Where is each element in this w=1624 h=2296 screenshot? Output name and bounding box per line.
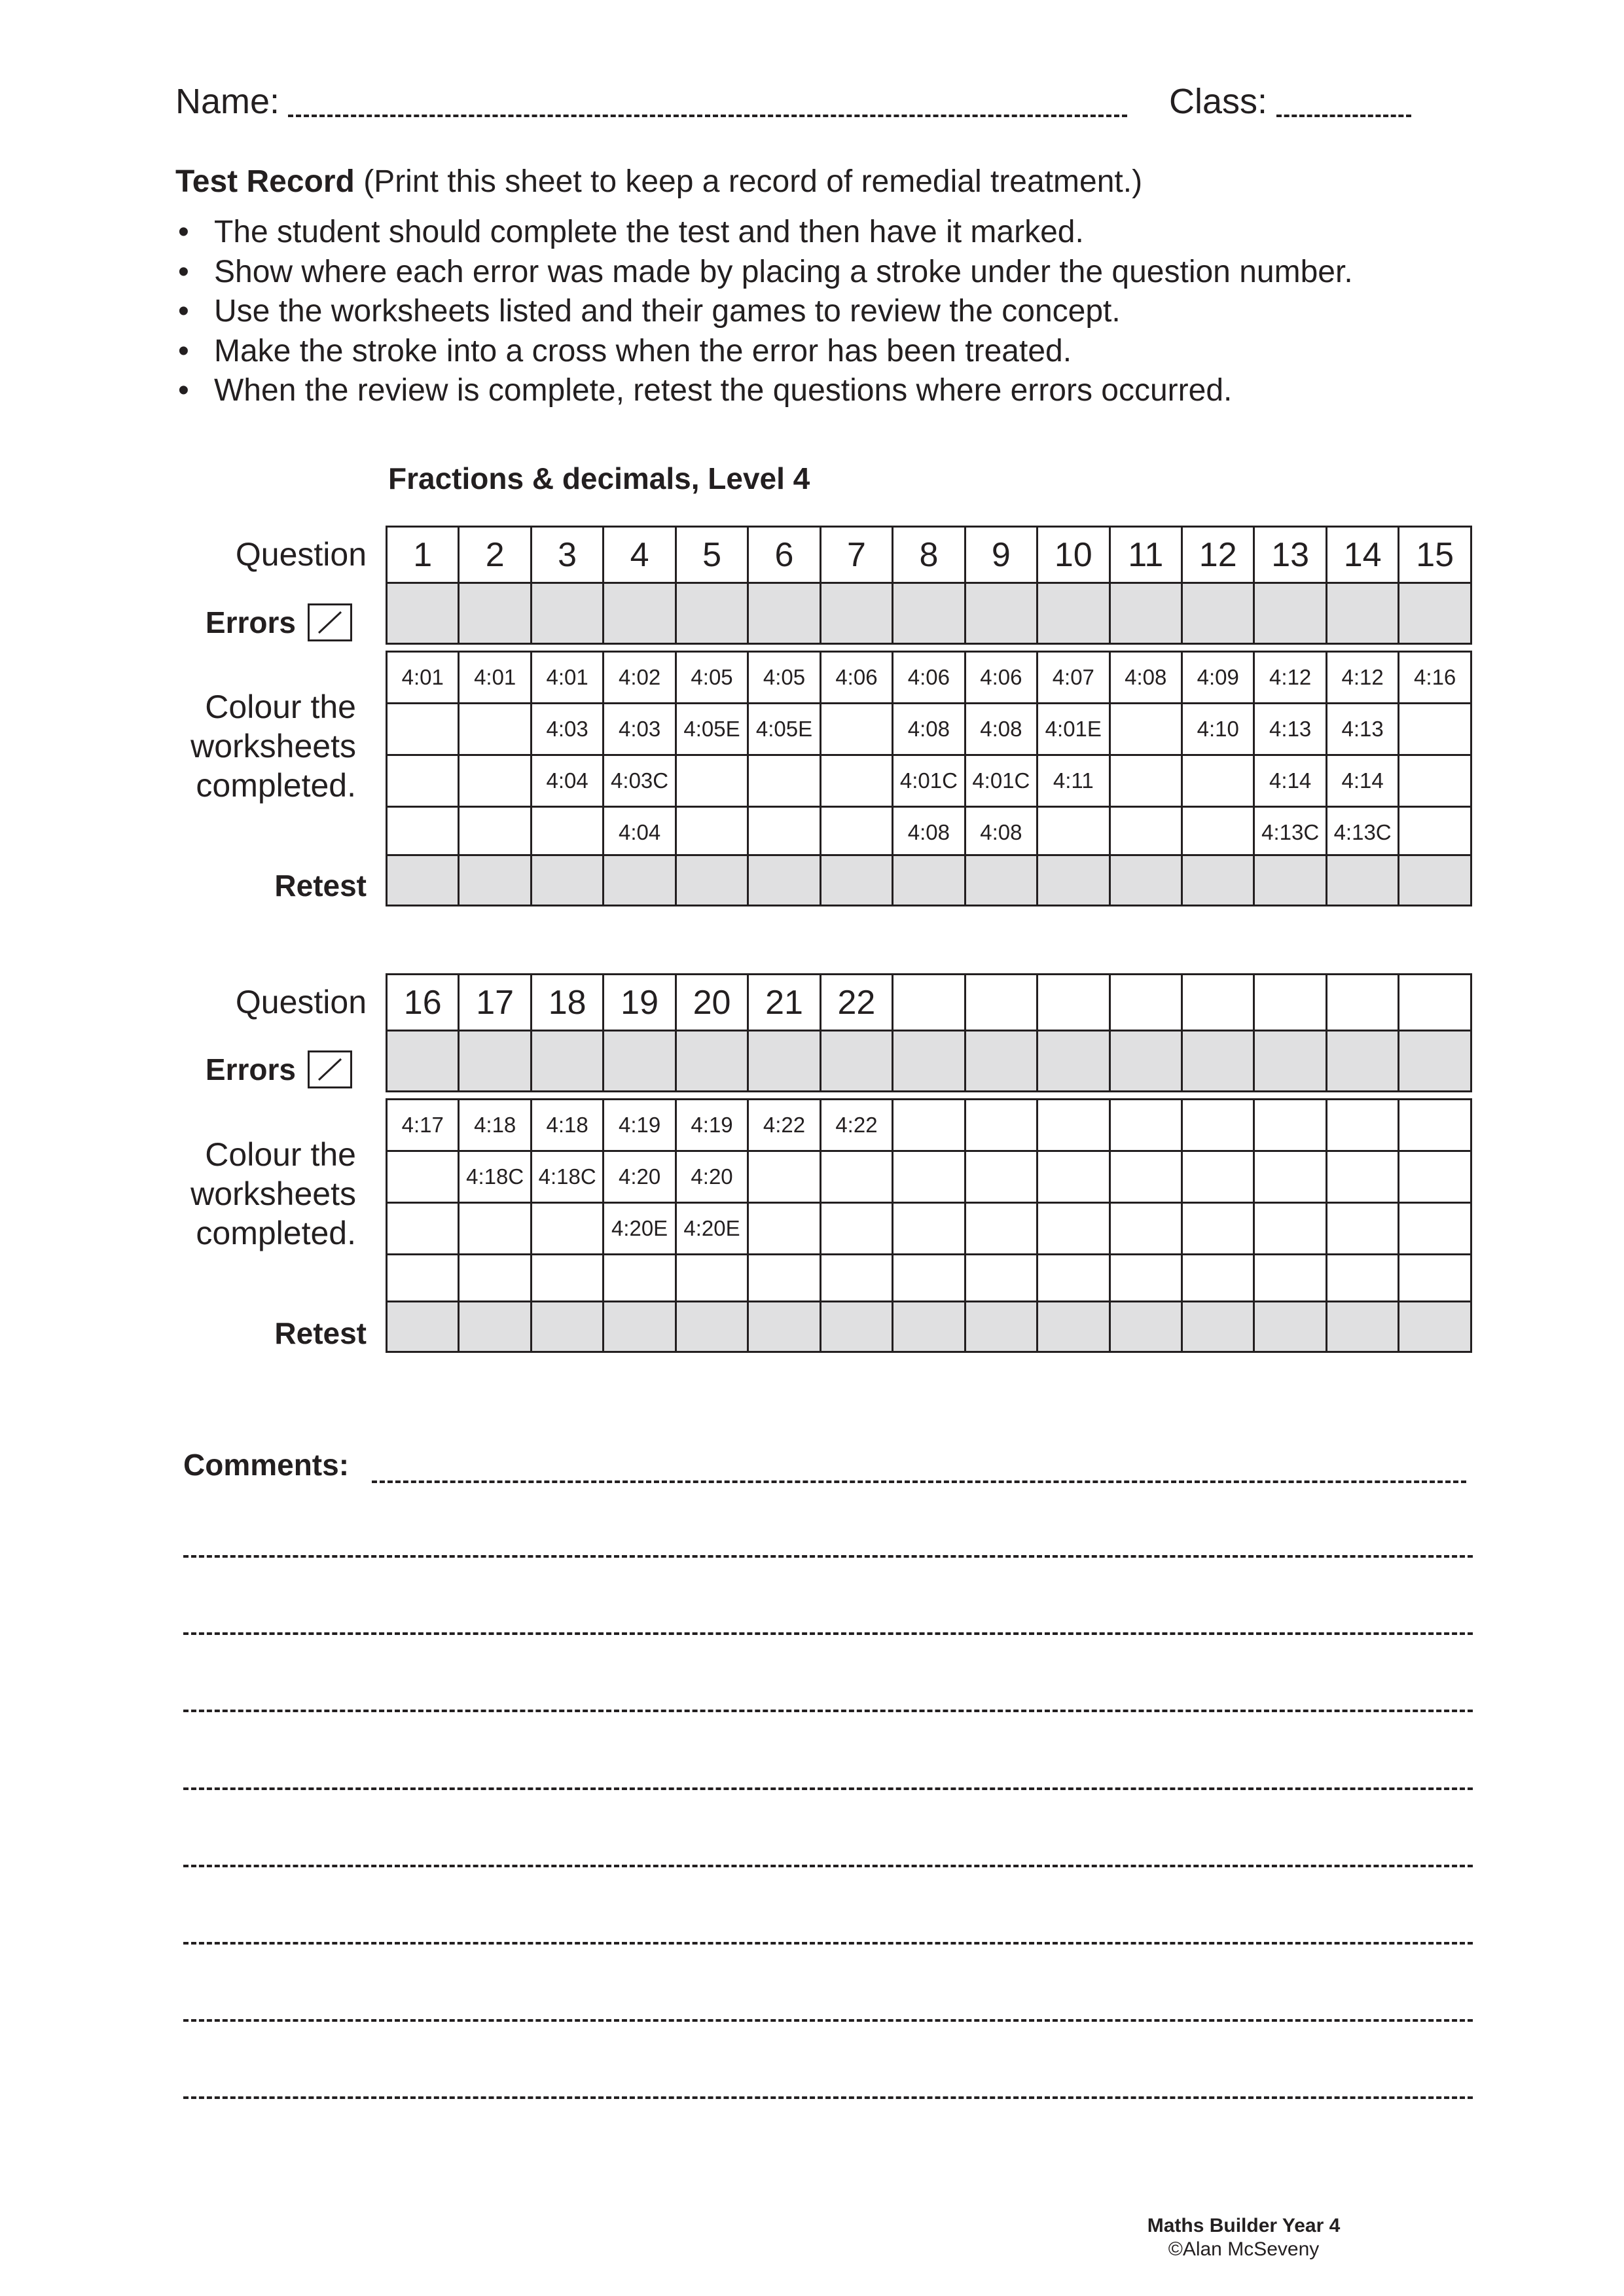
errors-cell[interactable] (893, 1031, 965, 1092)
errors-cell[interactable] (676, 583, 748, 644)
errors-cell[interactable] (965, 1031, 1037, 1092)
worksheet-cell[interactable] (1182, 1255, 1254, 1306)
question-number-cell: 17 (459, 975, 531, 1031)
worksheet-cell[interactable] (820, 1151, 892, 1203)
question-number-cell (1038, 975, 1110, 1031)
errors-cell[interactable] (1110, 1031, 1182, 1092)
retest-row (386, 1300, 1472, 1353)
question-number-cell: 7 (820, 527, 892, 584)
name-field-line[interactable] (288, 115, 1127, 117)
errors-cell[interactable] (676, 1031, 748, 1092)
errors-cell[interactable] (387, 583, 459, 644)
worksheet-cell[interactable] (1110, 704, 1182, 755)
worksheet-cell[interactable] (459, 755, 531, 807)
worksheet-cell[interactable]: 4:17 (387, 1100, 459, 1151)
worksheet-cell[interactable] (1399, 704, 1471, 755)
worksheet-cell[interactable] (820, 1255, 892, 1306)
worksheet-cell[interactable]: 4:06 (965, 652, 1037, 704)
worksheet-cell[interactable]: 4:16 (1399, 652, 1471, 704)
worksheet-cell[interactable]: 4:04 (531, 755, 603, 807)
retest-cell[interactable] (1038, 1302, 1110, 1352)
worksheet-cell[interactable]: 4:01 (387, 652, 459, 704)
worksheet-cell[interactable]: 4:20E (676, 1203, 748, 1255)
retest-cell[interactable] (531, 1302, 603, 1352)
errors-cell[interactable] (1326, 1031, 1398, 1092)
worksheet-cell[interactable] (1326, 1100, 1398, 1151)
worksheet-cell[interactable] (748, 1203, 820, 1255)
instruction-item: • Use the worksheets listed and their games to review the concept. (175, 292, 1589, 332)
worksheet-cell[interactable] (748, 807, 820, 859)
retest-cell[interactable] (459, 855, 531, 906)
comments-line[interactable] (372, 1480, 1466, 1483)
errors-label: Errors (205, 1052, 296, 1086)
worksheet-cell[interactable]: 4:10 (1182, 704, 1254, 755)
worksheet-cell[interactable] (1110, 1151, 1182, 1203)
worksheet-cell[interactable] (748, 755, 820, 807)
comments-line[interactable] (183, 1555, 1473, 1558)
colour-instruction (0, 687, 356, 812)
comments-line[interactable] (183, 1787, 1473, 1790)
instruction-item: • When the review is complete, retest the questions where errors occurred. (175, 371, 1589, 411)
worksheet-cell[interactable] (1399, 1151, 1471, 1203)
worksheet-cell[interactable]: 4:02 (604, 652, 676, 704)
question-number-cell: 18 (531, 975, 603, 1031)
worksheet-cell[interactable]: 4:03C (604, 755, 676, 807)
worksheet-cell[interactable]: 4:18 (459, 1100, 531, 1151)
retest-cell[interactable] (893, 1302, 965, 1352)
worksheet-cell[interactable]: 4:20 (604, 1151, 676, 1203)
worksheet-cell[interactable]: 4:05 (748, 652, 820, 704)
worksheet-cell[interactable] (820, 807, 892, 859)
colour-label-line1: Colour the (205, 1136, 356, 1173)
worksheet-cell[interactable]: 4:08 (965, 807, 1037, 859)
errors-cell[interactable] (1182, 583, 1254, 644)
worksheet-cell[interactable]: 4:08 (893, 807, 965, 859)
question-label: Question (235, 984, 367, 1020)
colour-label-line1: Colour the (205, 689, 356, 725)
worksheet-cell[interactable] (1110, 807, 1182, 859)
worksheet-cell[interactable]: 4:20E (604, 1203, 676, 1255)
retest-cell[interactable] (820, 1302, 892, 1352)
errors-cell[interactable] (604, 1031, 676, 1092)
question-number-cell: 1 (387, 527, 459, 584)
worksheet-cell[interactable] (1182, 1151, 1254, 1203)
worksheet-cell[interactable]: 4:07 (1038, 652, 1110, 704)
retest-cell[interactable] (1038, 855, 1110, 906)
worksheet-cell[interactable] (1182, 755, 1254, 807)
worksheet-cell[interactable] (676, 1255, 748, 1306)
worksheet-cell[interactable]: 4:01C (893, 755, 965, 807)
worksheet-cell[interactable] (1038, 1100, 1110, 1151)
class-field-line[interactable] (1276, 115, 1411, 117)
worksheet-cell[interactable]: 4:01 (531, 652, 603, 704)
worksheet-cell[interactable]: 4:06 (893, 652, 965, 704)
worksheet-cell[interactable]: 4:05E (676, 704, 748, 755)
question-number-cell: 16 (387, 975, 459, 1031)
question-number-cell: 2 (459, 527, 531, 584)
worksheet-cell[interactable]: 4:13 (1254, 704, 1326, 755)
instructions-list (175, 213, 1589, 411)
retest-cell[interactable] (604, 1302, 676, 1352)
retest-cell[interactable] (1326, 1302, 1398, 1352)
errors-cell[interactable] (748, 583, 820, 644)
retest-cell[interactable] (1326, 855, 1398, 906)
worksheet-cell[interactable] (1399, 755, 1471, 807)
instruction-item: • Show where each error was made by placing a stroke under the question number. (175, 253, 1589, 293)
comments-line[interactable] (183, 1632, 1473, 1635)
colour-label-line2: worksheets (190, 728, 356, 764)
worksheet-cell[interactable]: 4:01 (459, 652, 531, 704)
worksheet-cell[interactable] (1038, 1255, 1110, 1306)
worksheet-cell[interactable] (387, 1151, 459, 1203)
retest-cell[interactable] (531, 855, 603, 906)
errors-cell[interactable] (1182, 1031, 1254, 1092)
worksheet-cell[interactable]: 4:13C (1254, 807, 1326, 859)
worksheet-cell[interactable] (1038, 807, 1110, 859)
errors-cell[interactable] (1110, 583, 1182, 644)
retest-cell[interactable] (1110, 855, 1182, 906)
worksheets-grid (386, 651, 1472, 859)
question-number-cell: 8 (893, 527, 965, 584)
worksheet-cell[interactable] (1399, 1100, 1471, 1151)
worksheet-cell[interactable] (459, 704, 531, 755)
test-record-title: Test Record (175, 164, 355, 199)
comments-label: Comments: (183, 1448, 350, 1482)
question-number-cell: 11 (1110, 527, 1182, 584)
errors-cell[interactable] (893, 583, 965, 644)
retest-cell[interactable] (748, 1302, 820, 1352)
question-number-cell (1110, 975, 1182, 1031)
retest-cell[interactable] (1399, 855, 1471, 906)
class-label: Class: (1169, 82, 1268, 121)
worksheet-cell[interactable] (1182, 807, 1254, 859)
errors-cell[interactable] (1038, 583, 1110, 644)
errors-cell[interactable] (1399, 1031, 1471, 1092)
worksheet-cell[interactable] (604, 1255, 676, 1306)
retest-cell[interactable] (893, 855, 965, 906)
worksheet-cell[interactable]: 4:03 (604, 704, 676, 755)
errors-cell[interactable] (459, 583, 531, 644)
errors-cell[interactable] (1399, 583, 1471, 644)
retest-cell[interactable] (604, 855, 676, 906)
question-number-cell (965, 975, 1037, 1031)
retest-cell[interactable] (965, 855, 1037, 906)
worksheet-cell[interactable]: 4:08 (965, 704, 1037, 755)
worksheet-cell[interactable]: 4:01E (1038, 704, 1110, 755)
worksheet-cell[interactable] (893, 1100, 965, 1151)
retest-cell[interactable] (748, 855, 820, 906)
worksheet-cell[interactable]: 4:19 (676, 1100, 748, 1151)
worksheet-cell[interactable] (1110, 1100, 1182, 1151)
comments-line[interactable] (183, 1942, 1473, 1945)
retest-cell[interactable] (1182, 1302, 1254, 1352)
worksheet-cell[interactable]: 4:13C (1326, 807, 1398, 859)
worksheets-grid (386, 1098, 1472, 1307)
stroke-key-icon (308, 603, 352, 641)
worksheet-cell[interactable] (1110, 755, 1182, 807)
worksheet-cell[interactable] (965, 1203, 1037, 1255)
retest-cell[interactable] (1182, 855, 1254, 906)
worksheet-cell[interactable] (531, 1255, 603, 1306)
worksheet-cell[interactable] (1399, 807, 1471, 859)
question-number-cell: 14 (1326, 527, 1398, 584)
footer-title: Maths Builder Year 4 (1147, 2215, 1341, 2236)
question-number-cell: 20 (676, 975, 748, 1031)
question-number-cell (1182, 975, 1254, 1031)
errors-row (386, 582, 1472, 645)
question-number-cell: 5 (676, 527, 748, 584)
question-number-cell (1399, 975, 1471, 1031)
question-number-cell: 12 (1182, 527, 1254, 584)
question-number-cell: 3 (531, 527, 603, 584)
worksheet-cell[interactable]: 4:01C (965, 755, 1037, 807)
worksheet-cell[interactable]: 4:04 (604, 807, 676, 859)
comments-line[interactable] (183, 1710, 1473, 1712)
instruction-item: • Make the stroke into a cross when the error has been treated. (175, 332, 1589, 372)
worksheet-cell[interactable] (1399, 1203, 1471, 1255)
retest-cell[interactable] (1254, 1302, 1326, 1352)
retest-cell[interactable] (387, 1302, 459, 1352)
footer-copyright: ©Alan McSeveny (1168, 2238, 1320, 2260)
question-number-cell: 15 (1399, 527, 1471, 584)
question-number-cell: 4 (604, 527, 676, 584)
worksheet-cell[interactable] (1326, 1151, 1398, 1203)
errors-cell[interactable] (604, 583, 676, 644)
errors-cell[interactable] (1254, 1031, 1326, 1092)
errors-label: Errors (205, 605, 296, 639)
question-number-row (386, 526, 1472, 584)
errors-cell[interactable] (1038, 1031, 1110, 1092)
worksheet-cell[interactable]: 4:18C (531, 1151, 603, 1203)
question-number-cell (1326, 975, 1398, 1031)
colour-label-line2: worksheets (190, 1175, 356, 1212)
question-number-cell (1254, 975, 1326, 1031)
worksheet-cell[interactable]: 4:13 (1326, 704, 1398, 755)
worksheet-cell[interactable] (1254, 1151, 1326, 1203)
worksheet-cell[interactable]: 4:06 (820, 652, 892, 704)
worksheet-cell[interactable] (387, 1255, 459, 1306)
worksheet-cell[interactable] (387, 755, 459, 807)
retest-cell[interactable] (387, 855, 459, 906)
question-label: Question (235, 536, 367, 573)
retest-label: Retest (274, 1316, 367, 1350)
colour-label-line3: completed. (196, 767, 356, 804)
question-number-cell: 6 (748, 527, 820, 584)
errors-cell[interactable] (748, 1031, 820, 1092)
colour-label-line3: completed. (196, 1215, 356, 1251)
worksheet-cell[interactable] (1326, 1203, 1398, 1255)
worksheet-cell[interactable] (1038, 1203, 1110, 1255)
worksheet-cell[interactable] (1110, 1255, 1182, 1306)
worksheet-cell[interactable] (820, 704, 892, 755)
test-record-subtitle: (Print this sheet to keep a record of remedial treatment.) (363, 164, 1143, 199)
worksheet-cell[interactable] (965, 1255, 1037, 1306)
retest-cell[interactable] (820, 855, 892, 906)
question-number-cell (893, 975, 965, 1031)
errors-cell[interactable] (820, 583, 892, 644)
worksheet-cell[interactable] (1399, 1255, 1471, 1306)
worksheet-cell[interactable]: 4:18C (459, 1151, 531, 1203)
retest-cell[interactable] (676, 1302, 748, 1352)
worksheet-cell[interactable] (387, 807, 459, 859)
retest-cell[interactable] (1254, 855, 1326, 906)
retest-cell[interactable] (965, 1302, 1037, 1352)
worksheet-cell[interactable] (676, 807, 748, 859)
worksheet-cell[interactable] (531, 1203, 603, 1255)
worksheet-cell[interactable] (965, 1100, 1037, 1151)
retest-row (386, 854, 1472, 906)
worksheet-cell[interactable] (748, 1151, 820, 1203)
intro-heading (175, 162, 1563, 202)
errors-cell[interactable] (820, 1031, 892, 1092)
worksheet-cell[interactable] (1110, 1203, 1182, 1255)
worksheet-cell[interactable] (748, 1255, 820, 1306)
worksheet-cell[interactable] (676, 755, 748, 807)
question-number-cell: 10 (1038, 527, 1110, 584)
worksheet-cell[interactable] (1038, 1151, 1110, 1203)
worksheet-cell[interactable]: 4:08 (1110, 652, 1182, 704)
errors-cell[interactable] (531, 1031, 603, 1092)
question-number-cell: 21 (748, 975, 820, 1031)
question-number-cell: 13 (1254, 527, 1326, 584)
retest-cell[interactable] (459, 1302, 531, 1352)
worksheet-cell[interactable] (459, 1255, 531, 1306)
errors-cell[interactable] (1254, 583, 1326, 644)
worksheet-cell[interactable] (1182, 1100, 1254, 1151)
retest-cell[interactable] (1399, 1302, 1471, 1352)
worksheet-cell[interactable] (893, 1203, 965, 1255)
worksheet-cell[interactable]: 4:20 (676, 1151, 748, 1203)
worksheet-cell[interactable]: 4:22 (820, 1100, 892, 1151)
worksheet-cell[interactable]: 4:05 (676, 652, 748, 704)
errors-cell[interactable] (387, 1031, 459, 1092)
worksheet-cell[interactable]: 4:22 (748, 1100, 820, 1151)
section-title: Fractions & decimals, Level 4 (388, 461, 810, 495)
worksheet-cell[interactable] (459, 807, 531, 859)
worksheet-cell[interactable] (1326, 1255, 1398, 1306)
worksheet-cell[interactable]: 4:18 (531, 1100, 603, 1151)
worksheet-cell[interactable]: 4:14 (1254, 755, 1326, 807)
worksheet-cell[interactable]: 4:14 (1326, 755, 1398, 807)
comments-line[interactable] (183, 2096, 1473, 2099)
errors-cell[interactable] (531, 583, 603, 644)
errors-row (386, 1030, 1472, 1092)
retest-label: Retest (274, 869, 367, 903)
name-label: Name: (175, 82, 280, 121)
errors-cell[interactable] (1326, 583, 1398, 644)
retest-cell[interactable] (676, 855, 748, 906)
question-number-cell: 9 (965, 527, 1037, 584)
errors-cell[interactable] (965, 583, 1037, 644)
colour-instruction (0, 1135, 356, 1259)
worksheet-cell[interactable]: 4:12 (1254, 652, 1326, 704)
worksheet-cell[interactable]: 4:12 (1326, 652, 1398, 704)
worksheet-cell[interactable] (387, 704, 459, 755)
question-number-row (386, 973, 1472, 1032)
worksheet-cell[interactable] (893, 1255, 965, 1306)
worksheet-cell[interactable] (893, 1151, 965, 1203)
retest-cell[interactable] (1110, 1302, 1182, 1352)
worksheet-cell[interactable]: 4:19 (604, 1100, 676, 1151)
comments-line[interactable] (183, 2019, 1473, 2022)
instruction-item: • The student should complete the test and then have it marked. (175, 213, 1589, 253)
worksheet-cell[interactable]: 4:11 (1038, 755, 1110, 807)
worksheet-cell[interactable] (1182, 1203, 1254, 1255)
question-number-cell: 22 (820, 975, 892, 1031)
footer (1106, 2214, 1381, 2261)
stroke-key-icon (308, 1050, 352, 1088)
worksheet-cell[interactable] (820, 755, 892, 807)
worksheet-cell[interactable] (1254, 1203, 1326, 1255)
worksheet-cell[interactable] (387, 1203, 459, 1255)
worksheet-cell[interactable] (1254, 1100, 1326, 1151)
worksheet-cell[interactable] (459, 1203, 531, 1255)
worksheet-cell[interactable] (531, 807, 603, 859)
worksheet-cell[interactable] (1254, 1255, 1326, 1306)
worksheet-cell[interactable]: 4:08 (893, 704, 965, 755)
errors-cell[interactable] (459, 1031, 531, 1092)
comments-line[interactable] (183, 1865, 1473, 1867)
worksheet-cell[interactable]: 4:03 (531, 704, 603, 755)
worksheet-cell[interactable]: 4:09 (1182, 652, 1254, 704)
worksheet-cell[interactable] (820, 1203, 892, 1255)
worksheet-cell[interactable]: 4:05E (748, 704, 820, 755)
question-number-cell: 19 (604, 975, 676, 1031)
worksheet-cell[interactable] (965, 1151, 1037, 1203)
